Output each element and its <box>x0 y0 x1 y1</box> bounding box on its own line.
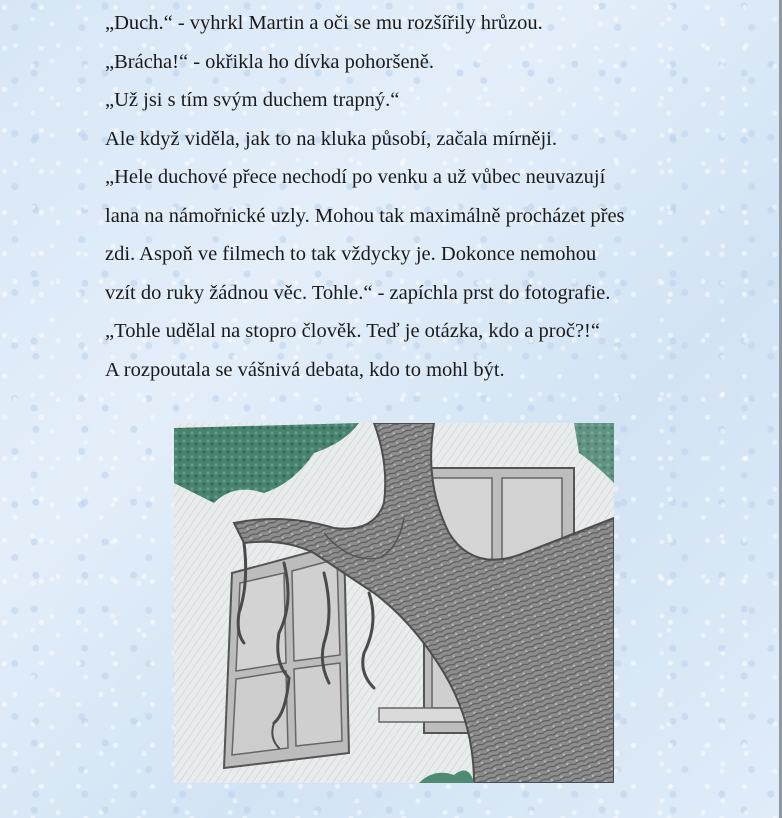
story-line: zdi. Aspoň ve filmech to tak vždycky je. Dokonce nemohou <box>105 243 597 265</box>
story-line: „Hele duchové přece nechodí po venku a už vůbec neuvazují <box>105 166 606 188</box>
tree-rope-illustration <box>174 423 614 783</box>
story-line: „Brácha!“ - okřikla ho dívka pohoršeně. <box>105 50 435 73</box>
story-line: „Duch.“ - vyhrkl Martin a oči se mu rozšířily hrůzou. <box>105 12 543 34</box>
story-text <box>105 4 705 389</box>
story-line: lana na námořnické uzly. Mohou tak maximálně procházet přes <box>105 204 625 227</box>
story-line: A rozpoutala se vášnivá debata, kdo to mohl být. <box>105 358 505 381</box>
story-line: „Už jsi s tím svým duchem trapný.“ <box>105 89 400 111</box>
story-line: „Tohle udělal na stopro člověk. Teď je otázka, kdo a proč?!“ <box>105 320 600 342</box>
story-line: vzít do ruky žádnou věc. Tohle.“ - zapíchla prst do fotografie. <box>105 281 611 304</box>
story-line: Ale když viděla, jak to na kluka působí, začala mírněji. <box>105 127 557 150</box>
